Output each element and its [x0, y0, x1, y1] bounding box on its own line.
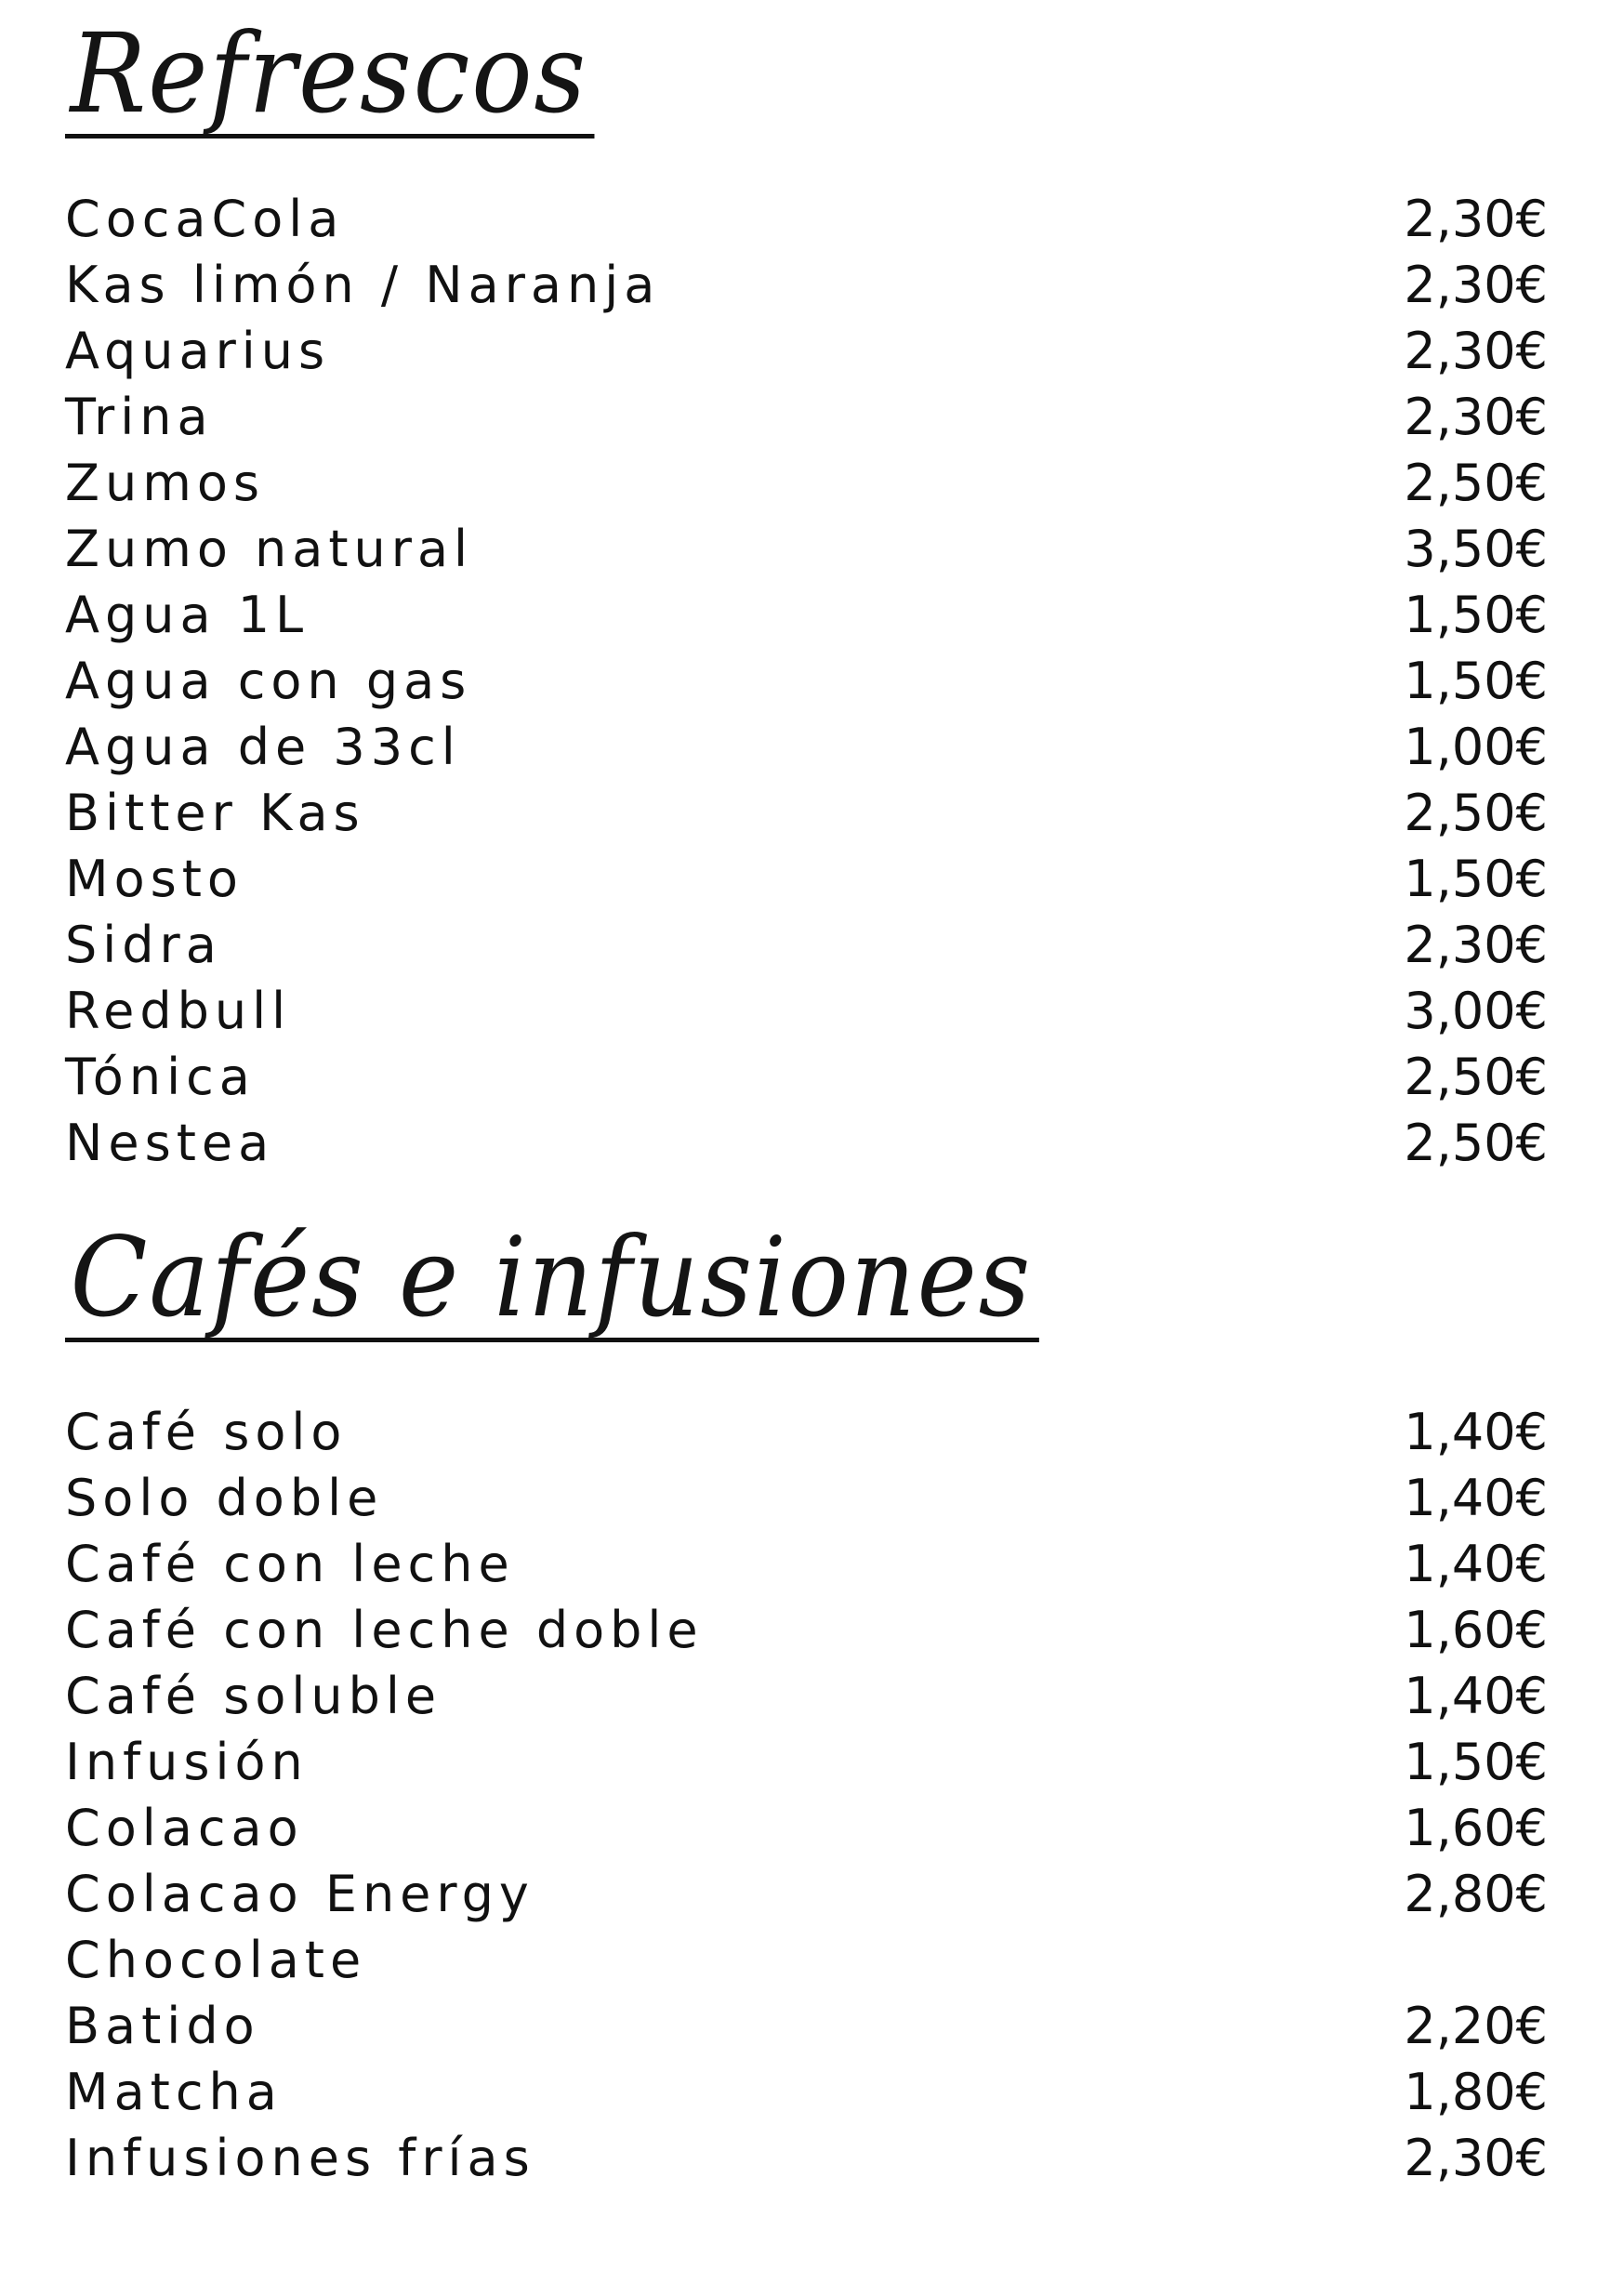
item-name: Zumo natural — [65, 520, 474, 578]
item-price: 1,40€ — [1404, 1667, 1548, 1725]
menu-item — [65, 846, 1548, 912]
item-name: Solo doble — [65, 1469, 384, 1527]
item-name: Café con leche doble — [65, 1601, 704, 1659]
menu-item — [65, 1465, 1548, 1531]
menu-item — [65, 714, 1548, 780]
item-price: 2,30€ — [1404, 388, 1548, 446]
item-price: 1,40€ — [1404, 1469, 1548, 1527]
menu-item — [65, 1993, 1548, 2059]
menu-item — [65, 780, 1548, 846]
item-price: 1,50€ — [1404, 1733, 1548, 1791]
item-name: Redbull — [65, 982, 292, 1040]
item-price: 1,40€ — [1404, 1403, 1548, 1461]
item-name: Zumos — [65, 454, 265, 512]
refrescos-list — [65, 186, 1548, 1176]
item-price: 2,50€ — [1404, 1048, 1548, 1106]
item-name: Infusiones frías — [65, 2129, 535, 2187]
item-price: 2,30€ — [1404, 190, 1548, 248]
menu-item — [65, 1597, 1548, 1663]
menu-item — [65, 1399, 1548, 1465]
item-name: Tónica — [65, 1048, 256, 1106]
menu-item — [65, 912, 1548, 978]
item-name: Agua 1L — [65, 586, 310, 644]
menu-item — [65, 978, 1548, 1044]
item-name: Matcha — [65, 2063, 283, 2121]
item-name: Aquarius — [65, 322, 331, 380]
menu-item — [65, 1927, 1548, 1993]
menu-item — [65, 384, 1548, 450]
item-price: 1,00€ — [1404, 718, 1548, 776]
menu-item — [65, 1795, 1548, 1861]
section-title-refrescos: Refrescos — [65, 19, 594, 139]
item-name: Colacao — [65, 1799, 304, 1857]
item-name: Café con leche — [65, 1535, 515, 1593]
item-price: 1,40€ — [1404, 1535, 1548, 1593]
menu-item — [65, 582, 1548, 648]
item-name: Kas limón / Naranja — [65, 256, 661, 314]
item-price: 1,50€ — [1404, 850, 1548, 908]
item-price: 1,80€ — [1404, 2063, 1548, 2121]
item-price: 2,50€ — [1404, 784, 1548, 842]
item-price: 2,30€ — [1404, 2129, 1548, 2187]
item-price: 1,60€ — [1404, 1799, 1548, 1857]
item-name: CocaCola — [65, 190, 345, 248]
menu-item — [65, 1729, 1548, 1795]
item-name: Nestea — [65, 1114, 275, 1172]
menu-item — [65, 252, 1548, 318]
menu-item — [65, 516, 1548, 582]
item-name: Café solo — [65, 1403, 348, 1461]
item-price: 2,30€ — [1404, 256, 1548, 314]
item-price: 3,00€ — [1404, 982, 1548, 1040]
item-name: Mosto — [65, 850, 244, 908]
item-name: Café soluble — [65, 1667, 442, 1725]
menu-item — [65, 648, 1548, 714]
item-name: Batido — [65, 1997, 260, 2055]
item-price: 2,80€ — [1404, 1865, 1548, 1923]
item-price: 2,30€ — [1404, 916, 1548, 974]
item-price: 1,50€ — [1404, 652, 1548, 710]
menu-item — [65, 2125, 1548, 2191]
menu-item — [65, 1044, 1548, 1110]
item-name: Colacao Energy — [65, 1865, 534, 1923]
item-price: 1,50€ — [1404, 586, 1548, 644]
item-price: 2,30€ — [1404, 322, 1548, 380]
item-price: 1,60€ — [1404, 1601, 1548, 1659]
menu-item — [65, 1531, 1548, 1597]
item-price: 3,50€ — [1404, 520, 1548, 578]
item-name: Agua con gas — [65, 652, 472, 710]
menu-item — [65, 450, 1548, 516]
menu-item — [65, 1663, 1548, 1729]
item-name: Sidra — [65, 916, 222, 974]
item-name: Bitter Kas — [65, 784, 365, 842]
item-name: Chocolate — [65, 1931, 367, 1989]
menu-item — [65, 1110, 1548, 1176]
item-name: Trina — [65, 388, 214, 446]
item-price: 2,20€ — [1404, 1997, 1548, 2055]
menu-item — [65, 318, 1548, 384]
item-name: Infusión — [65, 1733, 309, 1791]
menu-item — [65, 2059, 1548, 2125]
item-price: 2,50€ — [1404, 1114, 1548, 1172]
section-title-cafes-e-infusiones: Cafés e infusiones — [65, 1222, 1039, 1342]
menu-item — [65, 1861, 1548, 1927]
menu-item — [65, 186, 1548, 252]
item-price: 2,50€ — [1404, 454, 1548, 512]
cafes-e-infusiones-list — [65, 1399, 1548, 2191]
item-name: Agua de 33cl — [65, 718, 461, 776]
